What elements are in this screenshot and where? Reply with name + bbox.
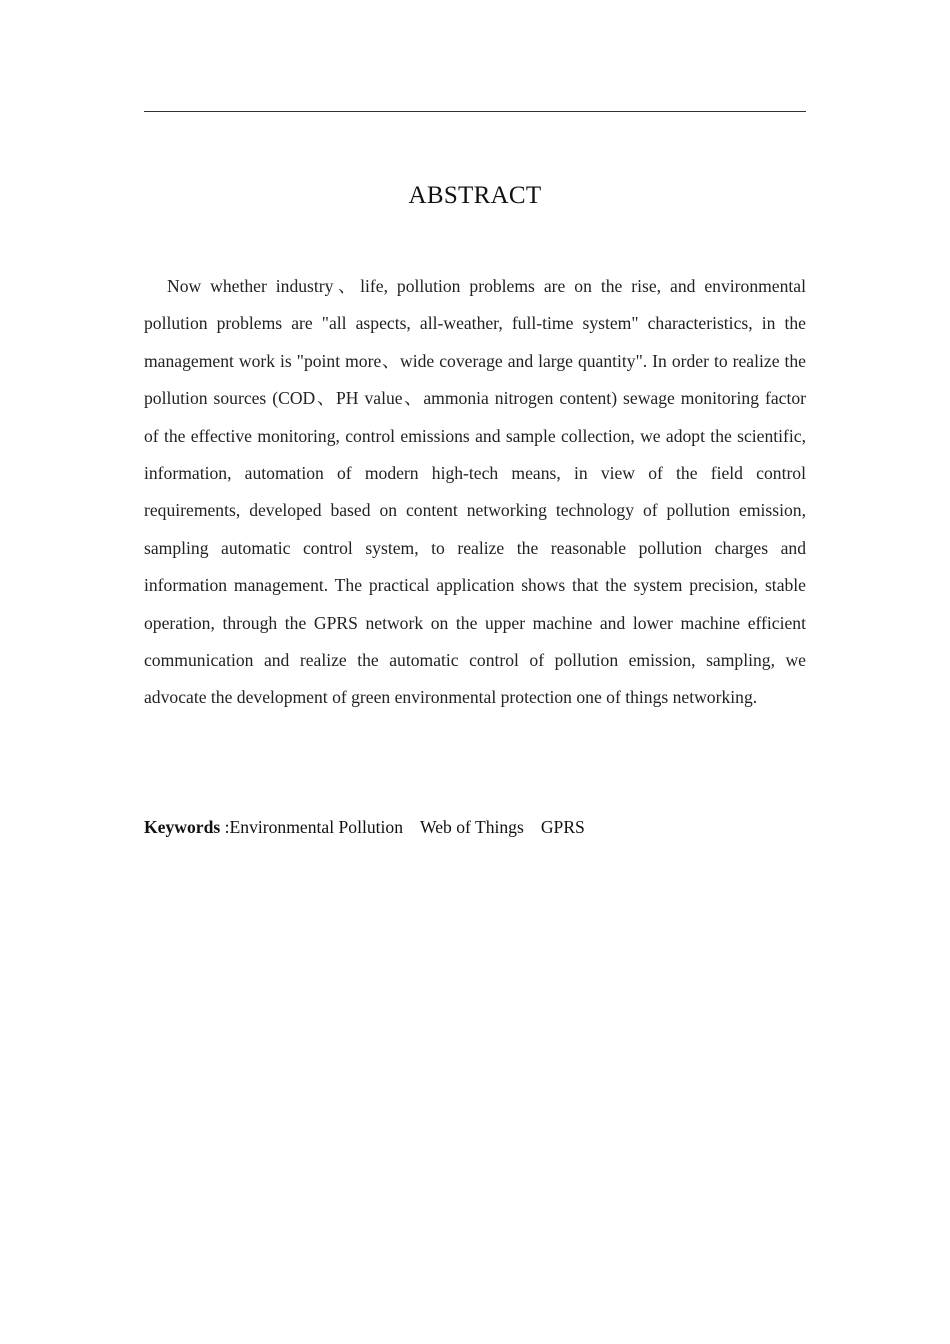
keyword-item: Environmental Pollution (229, 817, 404, 837)
keyword-item: Web of Things (420, 817, 524, 837)
keyword-item: GPRS (540, 817, 585, 837)
keywords-separator: : (220, 817, 230, 837)
abstract-title: ABSTRACT (408, 182, 542, 209)
keywords-label: Keywords (144, 817, 221, 837)
abstract-body: Now whether industry、life, pollution problems are on the rise, and environmental pollution problems are "all aspects, all-weather, full-time system" characteristics, in the management work is "point more、wide coverage and large quantity". In order to realize the pollution sources (COD、PH value、ammonia nitrogen content) sewage monitoring factor of the effective monitoring, control emissions and sample collection, we adopt the scientific, information, automation of modern high-tech means, in view of the field control requirements, developed based on content networking technology of pollution emission, sampling automatic control system, to realize the reasonable pollution charges and information management. The practical application shows that the system precision, stable operation, through the GPRS network on the upper machine and lower machine efficient communication and realize the automatic control of pollution emission, sampling, we advocate the development of green environmental protection one of things networking. (144, 276, 806, 708)
header-rule (144, 111, 806, 112)
keywords-line (144, 812, 806, 842)
